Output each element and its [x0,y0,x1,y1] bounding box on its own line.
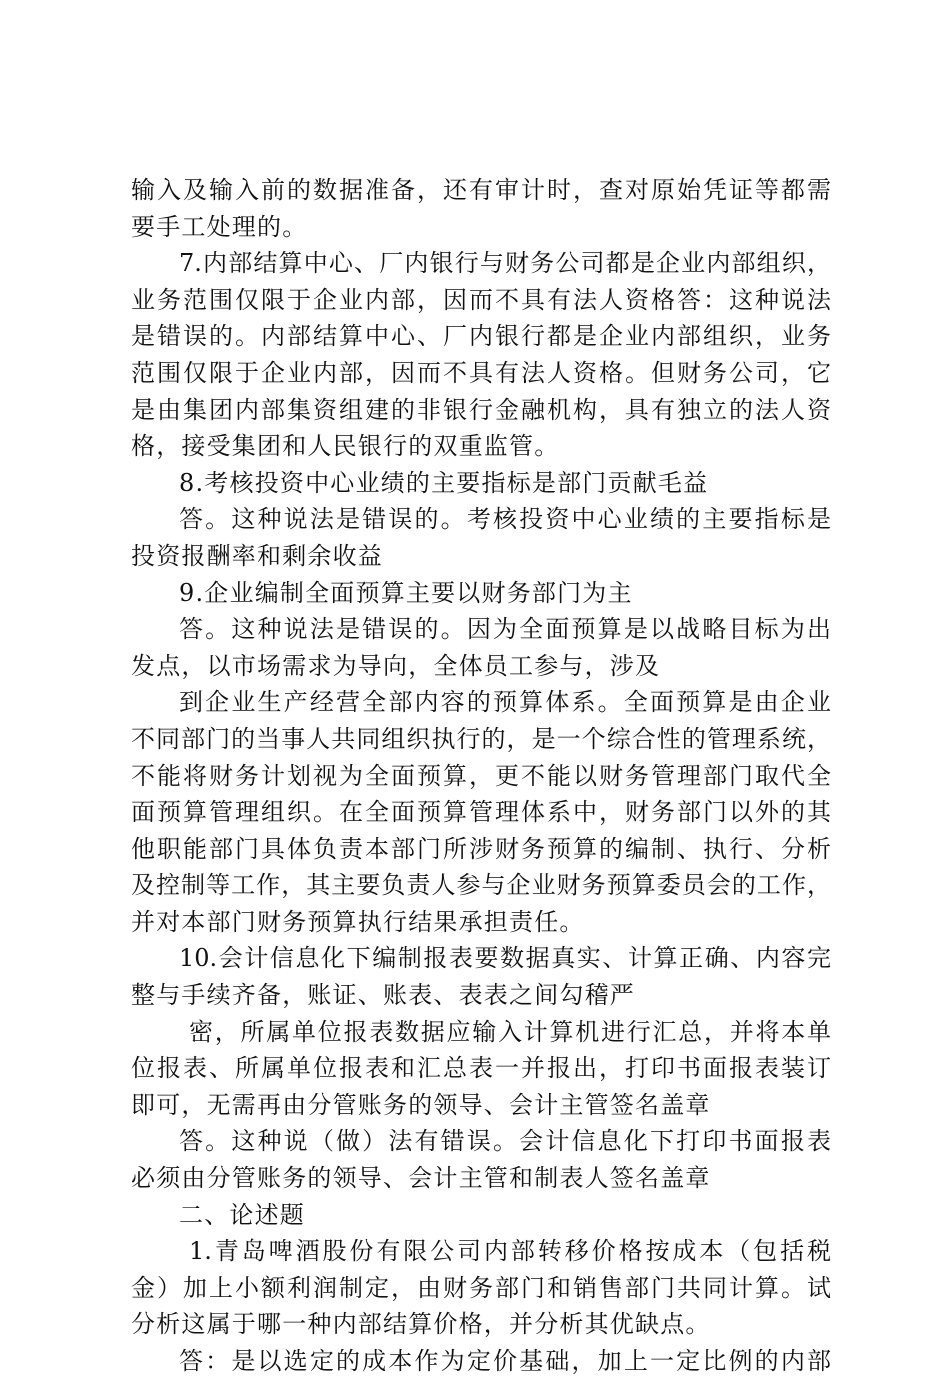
document-body [131,172,831,1380]
text-line: 及控制等工作，其主要负责人参与企业财务预算委员会的工作， [131,871,831,900]
text-line: 他职能部门具体负责本部门所涉财务预算的编制、执行、分析 [131,834,831,863]
text-line: 金）加上小额利润制定，由财务部门和销售部门共同计算。试 [131,1273,831,1302]
text-line: 并对本部门财务预算执行结果承担责任。 [131,907,585,936]
text-line: 答。这种说法是错误的。因为全面预算是以战略目标为出 [179,615,831,644]
text-line: 8.考核投资中心业绩的主要指标是部门贡献毛益 [179,468,709,497]
text-line: 发点，以市场需求为导向，全体员工参与，涉及 [131,651,661,680]
text-line: 9.企业编制全面预算主要以财务部门为主 [179,578,633,607]
text-line: 是错误的。内部结算中心、厂内银行都是企业内部组织，业务 [131,322,831,351]
text-line: 范围仅限于企业内部，因而不具有法人资格。但财务公司，它 [131,358,831,387]
text-line: 答。这种说（做）法有错误。会计信息化下打印书面报表 [179,1127,831,1156]
text-line: 分析这属于哪一种内部结算价格，并分析其优缺点。 [131,1310,711,1339]
text-line: 输入及输入前的数据准备，还有审计时，查对原始凭证等都需 [131,176,831,204]
text-line: 整与手续齐备，账证、账表、表表之间勾稽严 [131,981,635,1010]
text-line: 10.会计信息化下编制报表要数据真实、计算正确、内容完 [179,944,831,973]
text-line: 必须由分管账务的领导、会计主管和制表人签名盖章 [131,1164,711,1193]
text-line: 面预算管理组织。在全面预算管理体系中，财务部门以外的其 [131,798,831,827]
text-line: 业务范围仅限于企业内部，因而不具有法人资格答：这种说法 [131,285,831,314]
text-line: 答：是以选定的成本作为定价基础，加上一定比例的内部 [179,1347,831,1375]
text-line: 是由集团内部集资组建的非银行金融机构，具有独立的法人资 [131,395,831,424]
text-line: 到企业生产经营全部内容的预算体系。全面预算是由企业 [179,688,831,717]
text-line: 二、论述题 [179,1200,305,1229]
text-line: 投资报酬率和剩余收益 [131,541,383,570]
text-line: 密，所属单位报表数据应输入计算机进行汇总，并将本单 [189,1017,831,1046]
text-line: 不能将财务计划视为全面预算，更不能以财务管理部门取代全 [131,761,831,790]
text-line: 即可，无需再由分管账务的领导、会计主管签名盖章 [131,1090,711,1119]
text-line: 位报表、所属单位报表和汇总表一并报出，打印书面报表装订 [131,1054,831,1083]
text-line: 1.青岛啤酒股份有限公司内部转移价格按成本（包括税 [189,1237,831,1266]
text-line: 不同部门的当事人共同组织执行的，是一个综合性的管理系统， [131,724,831,753]
text-line: 要手工处理的。 [131,212,308,241]
text-line: 格，接受集团和人民银行的双重监管。 [131,432,560,461]
text-line: 7.内部结算中心、厂内银行与财务公司都是企业内部组织， [179,249,831,278]
text-line: 答。这种说法是错误的。考核投资中心业绩的主要指标是 [179,505,831,534]
